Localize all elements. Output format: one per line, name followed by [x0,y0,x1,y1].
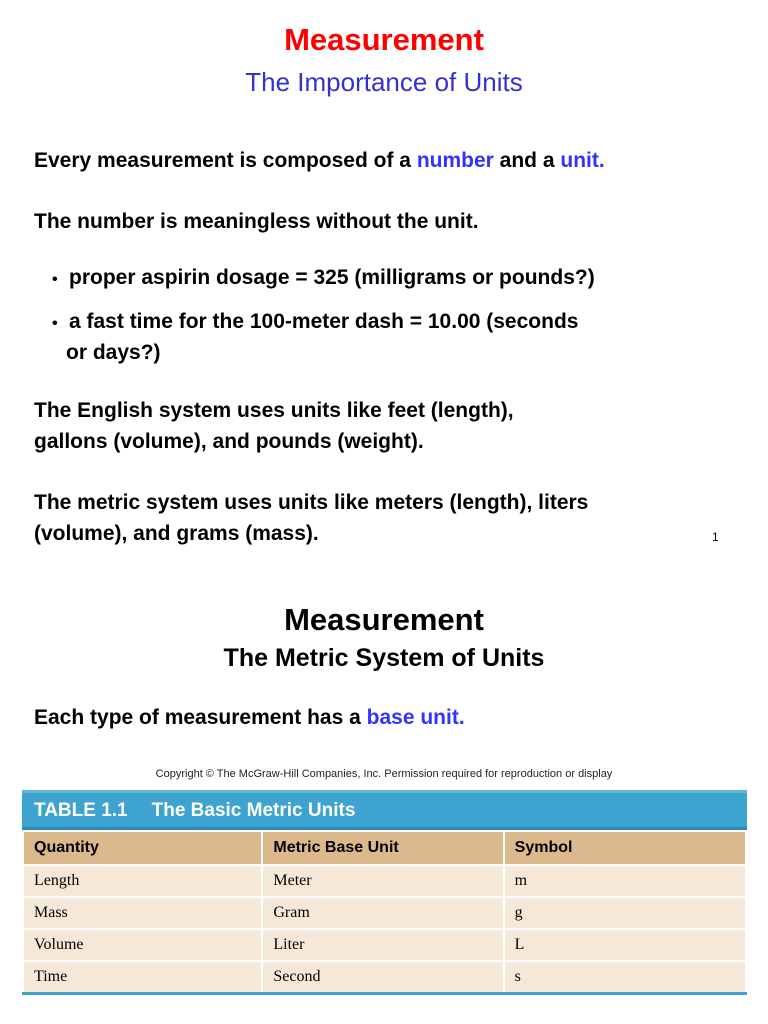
cell-base-unit: Second [262,961,503,994]
metric-system-line-2: (volume), and grams (mass). [34,522,319,545]
header-metric-base-unit: Metric Base Unit [262,831,503,865]
line1-text-a: Every measurement is composed of a [34,149,417,172]
english-system-line-2: gallons (volume), and pounds (weight). [34,430,424,453]
bullet-dot-icon: • [52,315,58,332]
table-row [23,929,746,961]
copyright-notice: Copyright © The McGraw-Hill Companies, Inc. Permission required for reproduction or display [155,768,613,780]
cell-quantity: Mass [23,897,262,929]
table-row [23,961,746,994]
cell-base-unit: Meter [262,865,503,897]
slide2-title: Measurement [284,602,484,637]
cell-symbol: s [504,961,746,994]
cell-symbol: L [504,929,746,961]
table-header-row [23,831,746,865]
cell-symbol: g [504,897,746,929]
unit-keyword: unit. [560,149,605,172]
table-row [23,897,746,929]
base-unit-line [34,703,465,733]
number-keyword: number [416,149,494,172]
bullet-dash-continuation: or days?) [66,341,161,364]
table-title: The Basic Metric Units [151,800,356,821]
slide1-title: Measurement [284,22,484,57]
table-row [23,865,746,897]
metric-units-grid [22,830,747,995]
cell-symbol: m [504,865,746,897]
bullet-dash [52,306,578,339]
cell-quantity: Time [23,961,262,994]
bullet-aspirin-text: proper aspirin dosage = 325 (milligrams or pounds?) [69,266,595,289]
meaningless-line: The number is meaningless without the unit. [34,210,479,233]
header-quantity: Quantity [23,831,262,865]
cell-base-unit: Liter [262,929,503,961]
measurement-composition-line [34,146,605,176]
english-system-line-1: The English system uses units like feet (length), [34,399,514,422]
bullet-aspirin [52,262,595,295]
base-unit-keyword: base unit. [366,706,465,729]
cell-quantity: Length [23,865,262,897]
base-unit-text: Each type of measurement has a [34,706,367,729]
bullet-dash-text: a fast time for the 100-meter dash = 10.00 (seconds [69,310,579,333]
table-title-banner [22,790,747,830]
slide2-subtitle: The Metric System of Units [223,644,545,672]
header-symbol: Symbol [504,831,746,865]
basic-metric-units-table [22,790,747,995]
cell-base-unit: Gram [262,897,503,929]
table-number: TABLE 1.1 [34,800,128,821]
page-number: 1 [712,530,719,544]
slide-metric-system [0,580,768,1024]
cell-quantity: Volume [23,929,262,961]
slide1-subtitle: The Importance of Units [245,67,523,97]
line1-text-b: and a [493,149,561,172]
metric-system-line-1: The metric system uses units like meters (length), liters [34,491,589,514]
bullet-dot-icon: • [52,271,58,288]
